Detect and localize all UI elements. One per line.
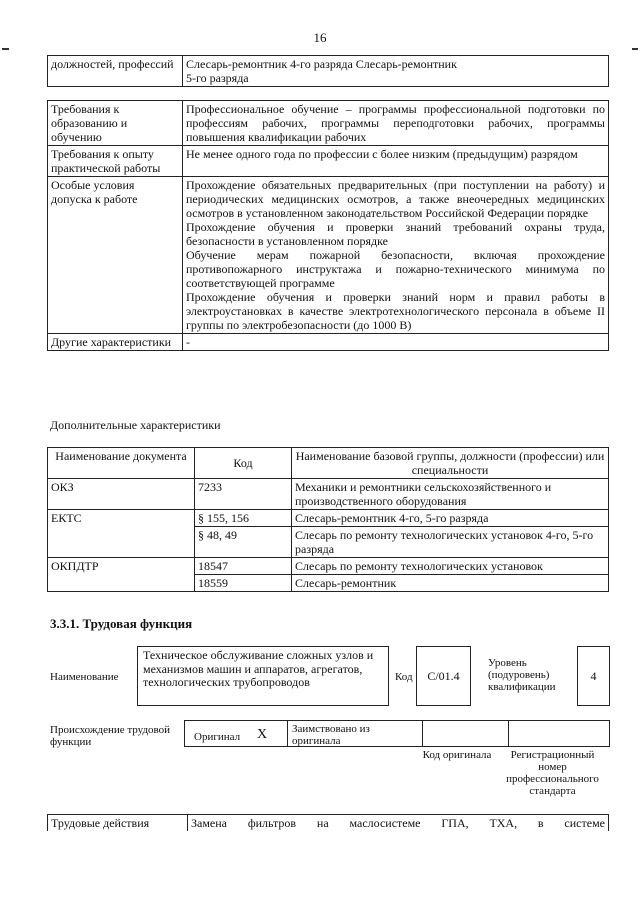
row-value: Не менее одного года по профессии с более низким (предыдущим) разрядом xyxy=(183,146,609,177)
cell-code: § 48, 49 xyxy=(195,527,292,558)
column-header: Наименование базовой группы, должности (профессии) или специальности xyxy=(292,448,609,479)
function-name-box xyxy=(137,646,389,706)
table-row xyxy=(48,575,609,592)
table-row xyxy=(48,815,609,832)
table-row xyxy=(48,101,609,146)
cell-doc: ОКЗ xyxy=(48,479,195,510)
code-label: Код xyxy=(395,671,413,683)
actions-label: Трудовые действия xyxy=(48,815,188,832)
cell-doc xyxy=(48,575,195,592)
positions-table xyxy=(47,55,609,87)
original-mark: X xyxy=(257,727,268,742)
cell-doc: ОКПДТР xyxy=(48,558,195,575)
actions-value: Замена фильтров на маслосистеме ГПА, ТХА, в системе xyxy=(188,815,609,832)
table-header-row xyxy=(48,448,609,479)
row-label: Другие характеристики xyxy=(48,334,183,351)
code-box xyxy=(416,646,471,706)
table-row xyxy=(48,334,609,351)
cell-name: Механики и ремонтники сельскохозяйственного и производственного оборудования xyxy=(292,479,609,510)
function-name-value: Техническое обслуживание сложных узлов и механизмов машин и аппаратов, агрегатов, технологических трубопроводов xyxy=(143,648,374,689)
column-header: Наименование документа xyxy=(48,448,195,479)
margin-mark xyxy=(2,48,9,50)
paragraph: Прохождение обучения и проверки знаний требований охраны труда, безопасности в установленном порядке xyxy=(186,220,605,248)
function-heading: 3.3.1. Трудовая функция xyxy=(50,616,193,631)
cell-code: § 155, 156 xyxy=(195,510,292,527)
row-label: Требования к опыту практической работы xyxy=(48,146,183,177)
table-row xyxy=(48,479,609,510)
table-row xyxy=(48,527,609,558)
cell-code: 18559 xyxy=(195,575,292,592)
origin-row xyxy=(184,720,610,747)
function-name-label: Наименование xyxy=(50,671,119,683)
cell-doc: ЕКТС xyxy=(48,510,195,527)
level-label: Уровень (подуровень) квалификации xyxy=(488,657,556,693)
row-value xyxy=(183,177,609,334)
additional-table xyxy=(47,447,609,592)
table-row xyxy=(48,177,609,334)
cell-code: 7233 xyxy=(195,479,292,510)
code-value: С/01.4 xyxy=(427,669,460,683)
margin-mark xyxy=(632,48,638,50)
row-value: Слесарь-ремонтник 4-го разряда Слесарь-ремонтник 5-го разряда xyxy=(183,56,609,87)
cell-code: 18547 xyxy=(195,558,292,575)
cell-name: Слесарь по ремонту технологических установок xyxy=(292,558,609,575)
table-row xyxy=(48,56,609,87)
paragraph: Прохождение обязательных предварительных (при поступлении на работу) и периодических медицинских осмотров, а также внеочередных медицинских осмотров в установленном законодательством Российской Федерации порядке xyxy=(186,178,605,220)
cell-name: Слесарь по ремонту технологических установок 4-го, 5-го разряда xyxy=(292,527,609,558)
row-label: Требования к образованию и обучению xyxy=(48,101,183,146)
additional-heading: Дополнительные характеристики xyxy=(50,418,221,432)
table-row xyxy=(48,558,609,575)
row-value: - xyxy=(183,334,609,351)
column-header: Код xyxy=(195,448,292,479)
table-row xyxy=(48,510,609,527)
page-number: 16 xyxy=(313,30,327,45)
row-label: должностей, профессий xyxy=(48,56,183,87)
original-label: Оригинал xyxy=(194,731,241,743)
table-row xyxy=(48,146,609,177)
level-box xyxy=(577,646,610,706)
paragraph: Прохождение обучения и проверки знаний норм и правил работы в электроустановках в качестве электротехнологического персонала в объеме II группы по электробезопасности (до 1000 В) xyxy=(186,290,605,332)
cell-doc xyxy=(48,527,195,558)
cell-name: Слесарь-ремонтник 4-го, 5-го разряда xyxy=(292,510,609,527)
reg-caption: Регистрационный номер профессионального стандарта xyxy=(506,749,599,797)
level-value: 4 xyxy=(590,669,597,683)
labor-actions-table xyxy=(47,814,609,831)
cell-name: Слесарь-ремонтник xyxy=(292,575,609,592)
origin-label: Происхождение трудовой функции xyxy=(50,724,171,748)
row-value: Профессиональное обучение – программы профессиональной подготовки по профессиям рабочих, программы переподготовки рабочих, программы повышения квалификации рабочих xyxy=(183,101,609,146)
code-caption: Код оригинала xyxy=(422,749,492,761)
requirements-table xyxy=(47,100,609,351)
paragraph: Обучение мерам пожарной безопасности, включая прохождение противопожарного инструктажа и пожарно-технического минимума по соответствующей программе xyxy=(186,248,605,290)
borrowed-label: Заимствовано из оригинала xyxy=(292,723,370,747)
row-label: Особые условия допуска к работе xyxy=(48,177,183,334)
